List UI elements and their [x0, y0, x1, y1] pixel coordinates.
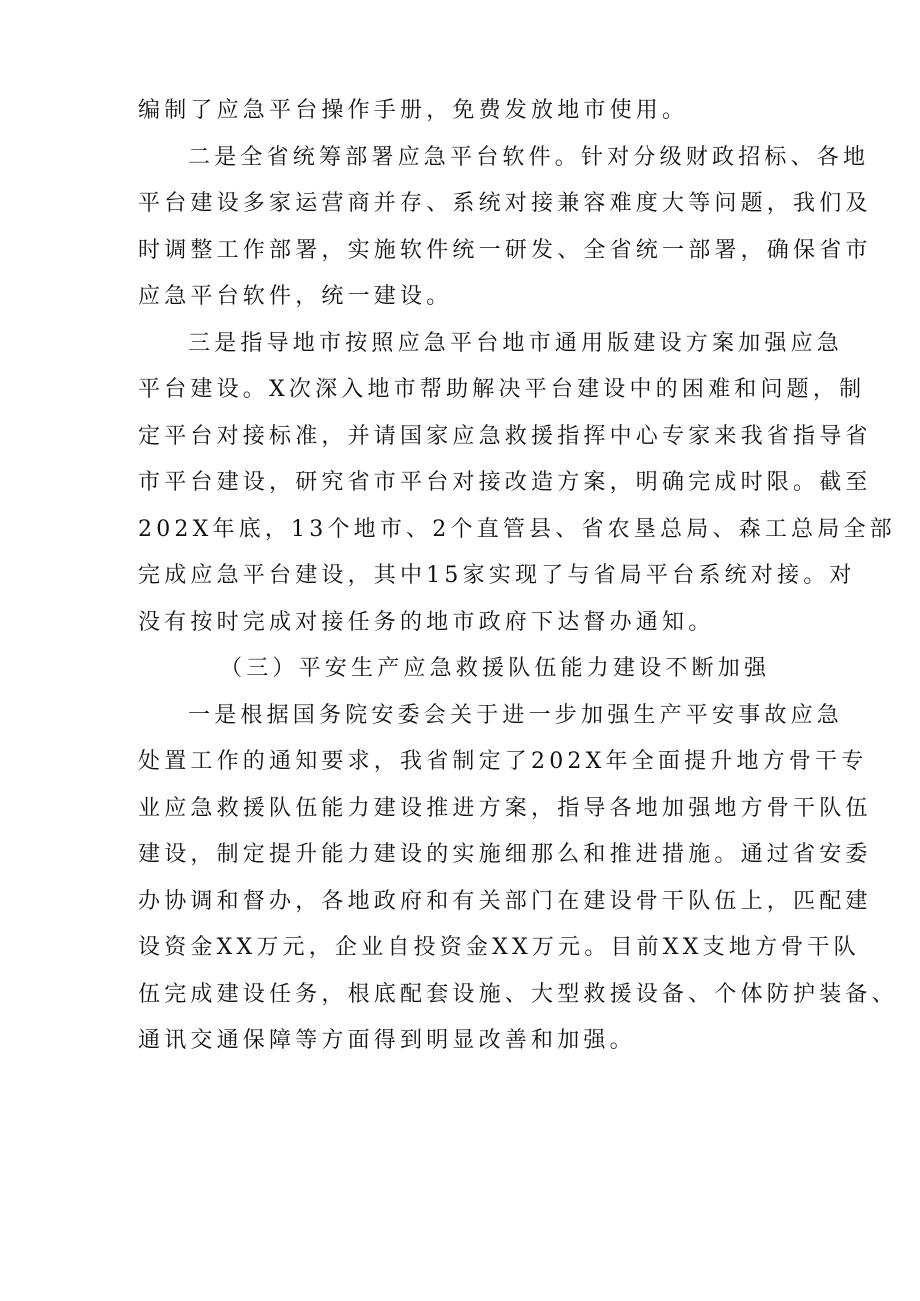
- paragraph-first-line: 三是指导地市按照应急平台地市通用版建设方案加强应急: [188, 330, 844, 356]
- paragraph-first-line: 二是全省统筹部署应急平台软件。针对分级财政招标、各地: [188, 144, 870, 170]
- document-body: [138, 88, 898, 1065]
- text-line: 时调整工作部署，实施软件统一研发、全省统一部署，确保省市: [138, 237, 872, 263]
- text-line: 伍完成建设任务，根底配套设施、大型救援设备、个体防护装备、: [138, 981, 898, 1007]
- text-line: 办协调和督办，各地政府和有关部门在建设骨干队伍上，匹配建: [138, 888, 872, 914]
- text-line: 平台建设。X次深入地市帮助解决平台建设中的困难和问题，制: [138, 377, 866, 402]
- text-line: 设资金XX万元，企业自投资金XX万元。目前XX支地方骨干队: [138, 935, 860, 960]
- text-line: 业应急救援队伍能力建设推进方案，指导各地加强地方骨干队伍: [138, 795, 872, 821]
- section-heading: （三）平安生产应急救援队伍能力建设不断加强: [220, 656, 771, 681]
- paragraph-first-line: 一是根据国务院安委会关于进一步加强生产平安事故应急: [188, 702, 844, 728]
- text-line: 完成应急平台建设，其中15家实现了与省局平台系统对接。对: [138, 563, 856, 588]
- text-line: 建设，制定提升能力建设的实施细那么和推进措施。通过省安委: [138, 842, 872, 867]
- text-line: 编制了应急平台操作手册，免费发放地市使用。: [138, 98, 689, 123]
- text-line: 定平台对接标准，并请国家应急救援指挥中心专家来我省指导省: [138, 423, 872, 449]
- text-line: 平台建设多家运营商并存、系统对接兼容难度大等问题，我们及: [138, 191, 872, 216]
- text-line: 应急平台软件，统一建设。: [138, 284, 453, 309]
- text-line: 市平台建设，研究省市平台对接改造方案，明确完成时限。截至: [138, 470, 872, 495]
- text-line: 通讯交通保障等方面得到明显改善和加强。: [138, 1028, 636, 1053]
- text-line: 202X年底，13个地市、2个直管县、省农垦总局、森工总局全部: [138, 516, 896, 542]
- text-line: 处置工作的通知要求，我省制定了202X年全面提升地方骨干专: [138, 749, 868, 774]
- text-line: 没有按时完成对接任务的地市政府下达督办通知。: [138, 609, 715, 635]
